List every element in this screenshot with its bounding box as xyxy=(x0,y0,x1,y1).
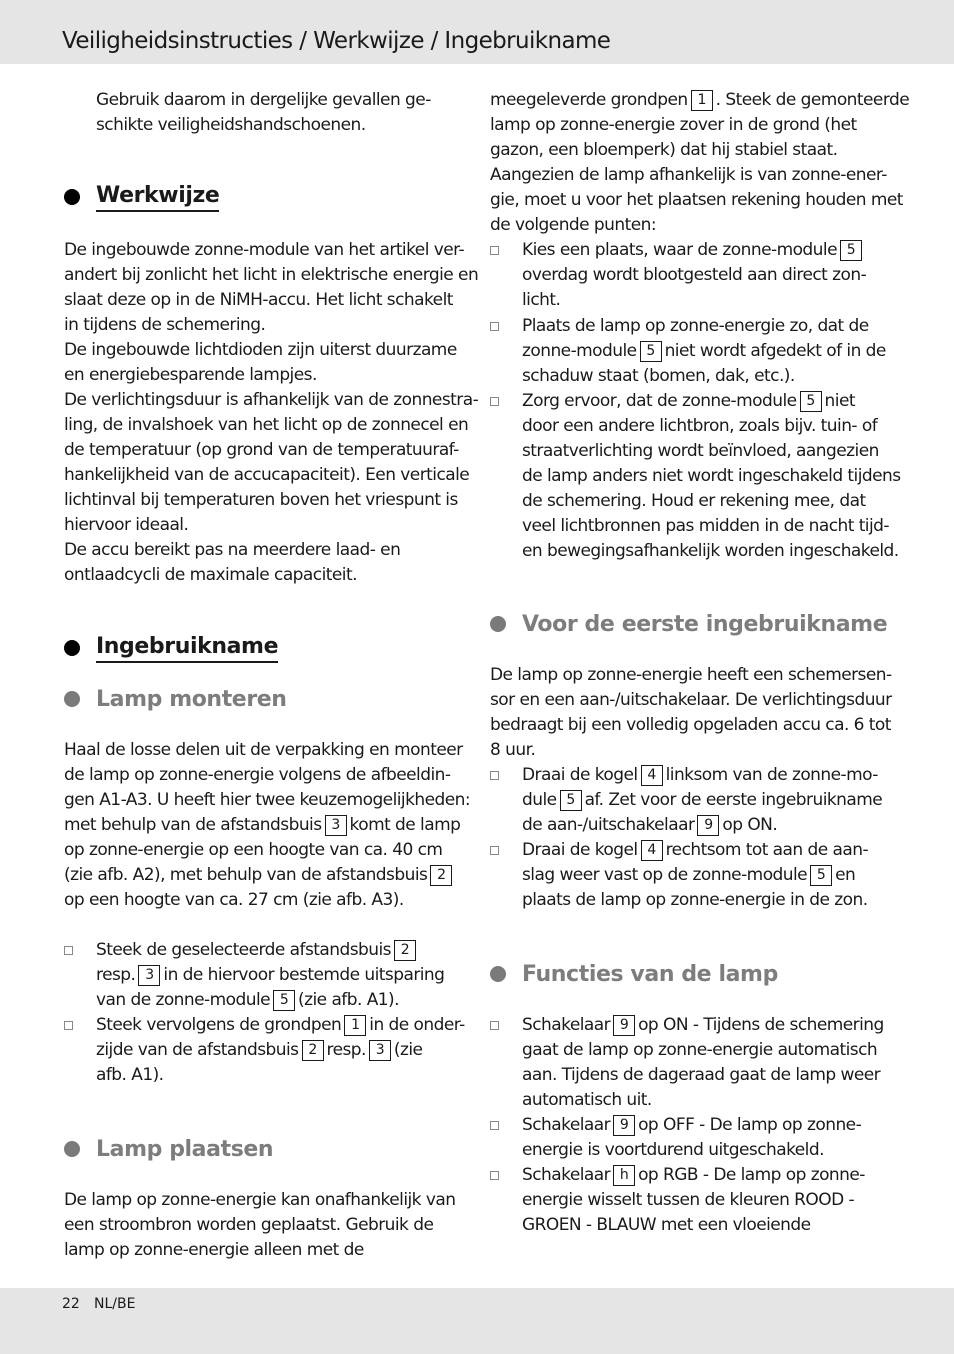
page-number: 22 xyxy=(62,1296,80,1312)
text-line xyxy=(522,1013,894,1038)
checkbox-bullet-icon xyxy=(64,946,73,955)
part-number-box: 9 xyxy=(613,1115,635,1136)
text-run: Schakelaar xyxy=(522,1165,611,1185)
text-run: (zie afb. A2), met behulp van de afstandsbuis xyxy=(64,865,428,885)
bullet-dot-icon xyxy=(64,1141,80,1157)
text-run: van de zonne-module xyxy=(96,990,271,1010)
part-number-box: 5 xyxy=(273,990,295,1011)
part-number-box: h xyxy=(613,1165,635,1186)
part-number-box: 2 xyxy=(430,865,452,886)
heading-werkwijze xyxy=(64,180,219,214)
bullet-dot-icon xyxy=(490,616,506,632)
text-line: Plaats de lamp op zonne-energie zo, dat de xyxy=(522,316,869,336)
text-run: dule xyxy=(522,790,557,810)
text-line xyxy=(96,988,464,1013)
text-line xyxy=(522,763,894,788)
text-run: rechtsom tot aan de aan- xyxy=(665,840,869,860)
language-code: NL/BE xyxy=(94,1296,136,1312)
text-line: De ingebouwde zonne-module van het artikel ver- xyxy=(64,240,465,260)
text-run: in de onder- xyxy=(369,1015,465,1035)
list-item xyxy=(490,1163,894,1238)
monteren-steps xyxy=(64,938,464,1088)
part-number-box: 1 xyxy=(691,90,713,111)
text-line: schikte veiligheidshandschoenen. xyxy=(96,115,366,135)
bullet-dot-icon xyxy=(64,691,80,707)
bullet-dot-icon xyxy=(64,189,80,205)
text-line: De verlichtingsduur is afhankelijk van de zonnestra- xyxy=(64,390,479,410)
list-item xyxy=(490,1113,894,1163)
part-number-box: 1 xyxy=(344,1015,366,1036)
part-number-box: 9 xyxy=(613,1015,635,1036)
list-item xyxy=(490,238,894,313)
werkwijze-paragraph xyxy=(64,238,479,588)
part-number-box: 3 xyxy=(369,1040,391,1061)
page-header xyxy=(0,0,954,64)
checkbox-bullet-icon xyxy=(490,846,499,855)
eerste-steps xyxy=(490,763,894,913)
text-line: een stroombron worden geplaatst. Gebruik de xyxy=(64,1215,434,1235)
text-line xyxy=(64,863,464,888)
text-line: op zonne-energie op een hoogte van ca. 40 cm xyxy=(64,840,443,860)
text-run: Schakelaar xyxy=(522,1015,611,1035)
text-line: de temperatuur (op grond van de temperatuuraf- xyxy=(64,440,459,460)
text-line: GROEN - BLAUW met een vloeiende xyxy=(522,1215,811,1235)
text-line: energie is voortdurend uitgeschakeld. xyxy=(522,1140,824,1160)
text-line: plaats de lamp op zonne-energie in de zon. xyxy=(522,890,868,910)
text-line xyxy=(522,339,894,364)
text-run: Steek vervolgens de grondpen xyxy=(96,1015,342,1035)
text-line: de schemering. Houd er rekening mee, dat xyxy=(522,491,866,511)
text-line: De lamp op zonne-energie heeft een schemersen- xyxy=(490,665,892,685)
text-line xyxy=(96,938,464,963)
text-line: hankelijkheid van de accucapaciteit). Een verticale xyxy=(64,465,470,485)
text-line: straatverlichting wordt beïnvloed, aangezien xyxy=(522,441,879,461)
checkbox-bullet-icon xyxy=(490,1021,499,1030)
text-line xyxy=(96,1013,464,1038)
text-run: met behulp van de afstandsbuis xyxy=(64,815,322,835)
part-number-box: 4 xyxy=(641,840,663,861)
plaatsen-steps xyxy=(490,238,901,564)
text-line: lamp op zonne-energie alleen met de xyxy=(64,1240,364,1260)
heading-text: Voor de eerste ingebruikname xyxy=(522,611,888,637)
text-line: sor en een aan-/uitschakelaar. De verlichtingsduur xyxy=(490,690,892,710)
text-run: af. Zet voor de eerste ingebruikname xyxy=(584,790,883,810)
text-line: licht. xyxy=(522,290,561,310)
text-line: door een andere lichtbron, zoals bijv. tuin- of xyxy=(522,416,878,436)
plaatsen-paragraph xyxy=(64,1188,464,1263)
text-run: Steek de geselecteerde afstandsbuis xyxy=(96,940,391,960)
checkbox-bullet-icon xyxy=(490,397,499,406)
text-run: (zie xyxy=(393,1040,423,1060)
text-line: gen A1-A3. U heeft hier twee keuzemogelijkheden: xyxy=(64,790,471,810)
part-number-box: 5 xyxy=(840,240,862,261)
text-line xyxy=(96,1038,464,1063)
text-run: niet xyxy=(824,391,855,411)
text-run: op ON. xyxy=(722,815,778,835)
text-run: en xyxy=(835,865,856,885)
text-run: resp. xyxy=(326,1040,366,1060)
list-item xyxy=(490,314,894,389)
checkbox-bullet-icon xyxy=(490,771,499,780)
text-line: veel lichtbronnen pas midden in de nacht tijd- xyxy=(522,516,889,536)
text-line: Gebruik daarom in dergelijke gevallen ge- xyxy=(96,90,431,110)
text-run: linksom van de zonne-mo- xyxy=(665,765,878,785)
bullet-dot-icon xyxy=(64,640,80,656)
list-item xyxy=(490,763,894,838)
part-number-box: 2 xyxy=(302,1040,324,1061)
text-line: De ingebouwde lichtdioden zijn uiterst duurzame xyxy=(64,340,457,360)
text-run: op OFF - De lamp op zonne- xyxy=(638,1115,862,1135)
heading-text: Functies van de lamp xyxy=(522,961,778,987)
text-line xyxy=(522,1113,894,1138)
text-run: Zorg ervoor, dat de zonne-module xyxy=(522,391,797,411)
part-number-box: 5 xyxy=(810,865,832,886)
text-line: de lamp op zonne-energie volgens de afbeeldin- xyxy=(64,765,451,785)
heading-text: Lamp monteren xyxy=(96,686,287,712)
text-line: automatisch uit. xyxy=(522,1090,652,1110)
text-run: Kies een plaats, waar de zonne-module xyxy=(522,240,837,260)
text-line xyxy=(522,813,894,838)
list-item xyxy=(490,1013,894,1113)
text-line: gie, moet u voor het plaatsen rekening houden met xyxy=(490,190,903,210)
text-run: zijde van de afstandsbuis xyxy=(96,1040,299,1060)
text-line: overdag wordt blootgesteld aan direct zon- xyxy=(522,265,867,285)
list-item xyxy=(490,389,901,564)
list-item xyxy=(64,1013,464,1088)
text-line: De lamp op zonne-energie kan onafhankelijk van xyxy=(64,1190,456,1210)
part-number-box: 5 xyxy=(800,391,822,412)
text-line: ling, de invalshoek van het licht op de zonnecel en xyxy=(64,415,469,435)
text-line: op een hoogte van ca. 27 cm (zie afb. A3). xyxy=(64,890,404,910)
part-number-box: 5 xyxy=(640,341,662,362)
text-line: in tijdens de schemering. xyxy=(64,315,266,335)
text-line xyxy=(522,238,894,263)
checkbox-bullet-icon xyxy=(490,246,499,255)
text-line xyxy=(522,788,894,813)
part-number-box: 4 xyxy=(641,765,663,786)
intro-paragraph xyxy=(64,88,464,138)
plaatsen-continued-paragraph xyxy=(490,88,910,238)
heading-functies xyxy=(490,957,778,991)
text-line xyxy=(522,1163,894,1188)
part-number-box: 3 xyxy=(325,815,347,836)
checkbox-bullet-icon xyxy=(490,1171,499,1180)
text-run: Draai de kogel xyxy=(522,840,638,860)
text-line xyxy=(96,963,464,988)
text-line: Aangezien de lamp afhankelijk is van zonne-ener- xyxy=(490,165,887,185)
heading-text: Werkwijze xyxy=(96,183,219,212)
text-line: gaat de lamp op zonne-energie automatisch xyxy=(522,1040,878,1060)
checkbox-bullet-icon xyxy=(490,322,499,331)
text-line xyxy=(64,813,464,838)
text-run: Schakelaar xyxy=(522,1115,611,1135)
heading-text: Lamp plaatsen xyxy=(96,1136,274,1162)
checkbox-bullet-icon xyxy=(64,1021,73,1030)
text-line: Haal de losse delen uit de verpakking en monteer xyxy=(64,740,463,760)
text-run: meegeleverde grondpen xyxy=(490,90,688,110)
text-line: afb. A1). xyxy=(96,1065,164,1085)
text-run: komt de lamp xyxy=(349,815,461,835)
text-line: bedraagt bij een volledig opgeladen accu ca. 6 tot xyxy=(490,715,891,735)
text-run: in de hiervoor bestemde uitsparing xyxy=(163,965,445,985)
text-line xyxy=(522,863,894,888)
bullet-dot-icon xyxy=(490,966,506,982)
checkbox-bullet-icon xyxy=(490,1121,499,1130)
text-run: zonne-module xyxy=(522,341,637,361)
text-line: en energiebesparende lampjes. xyxy=(64,365,317,385)
list-item xyxy=(64,938,464,1013)
text-line: ontlaadcycli de maximale capaciteit. xyxy=(64,565,357,585)
part-number-box: 2 xyxy=(394,940,416,961)
heading-lamp-monteren xyxy=(64,682,287,716)
text-line: energie wisselt tussen de kleuren ROOD - xyxy=(522,1190,855,1210)
text-line: en bewegingsafhankelijk worden ingeschakeld. xyxy=(522,541,899,561)
text-line: hiervoor ideaal. xyxy=(64,515,189,535)
text-line: De accu bereikt pas na meerdere laad- en xyxy=(64,540,401,560)
text-line: de lamp anders niet wordt ingeschakeld tijdens xyxy=(522,466,901,486)
text-run: resp. xyxy=(96,965,136,985)
heading-lamp-plaatsen xyxy=(64,1132,273,1166)
text-line: gazon, een bloemperk) dat hij stabiel staat. xyxy=(490,140,838,160)
text-run: (zie afb. A1). xyxy=(298,990,399,1010)
part-number-box: 5 xyxy=(560,790,582,811)
text-line: de volgende punten: xyxy=(490,215,657,235)
text-run: niet wordt afgedekt of in de xyxy=(664,341,886,361)
text-line: 8 uur. xyxy=(490,740,536,760)
text-line: lamp op zonne-energie zover in de grond (het xyxy=(490,115,857,135)
part-number-box: 9 xyxy=(697,815,719,836)
text-line: lichtinval bij temperaturen boven het vriespunt is xyxy=(64,490,458,510)
text-run: op ON - Tijdens de schemering xyxy=(638,1015,884,1035)
heading-eerste-ingebruikname xyxy=(490,607,887,641)
text-run: slag weer vast op de zonne-module xyxy=(522,865,808,885)
heading-text: Ingebruikname xyxy=(96,634,278,663)
text-line: andert bij zonlicht het licht in elektrische energie en xyxy=(64,265,479,285)
list-item xyxy=(490,838,894,913)
monteren-paragraph xyxy=(64,738,471,913)
text-line: slaat deze op in de NiMH-accu. Het licht schakelt xyxy=(64,290,453,310)
text-run: op RGB - De lamp op zonne- xyxy=(638,1165,865,1185)
page-title: Veiligheidsinstructies / Werkwijze / Ingebruikname xyxy=(62,28,611,54)
text-line: schaduw staat (bomen, dak, etc.). xyxy=(522,366,795,386)
part-number-box: 3 xyxy=(138,965,160,986)
text-run: de aan-/uitschakelaar xyxy=(522,815,695,835)
eerste-paragraph xyxy=(490,663,894,763)
text-line xyxy=(490,88,910,113)
text-line xyxy=(522,389,894,414)
text-run: Draai de kogel xyxy=(522,765,638,785)
functies-list xyxy=(490,1013,894,1238)
page-footer xyxy=(0,1288,954,1354)
text-run: . Steek de gemonteerde xyxy=(715,90,910,110)
text-line xyxy=(522,838,894,863)
heading-ingebruikname xyxy=(64,631,278,665)
text-line: aan. Tijdens de dageraad gaat de lamp weer xyxy=(522,1065,881,1085)
